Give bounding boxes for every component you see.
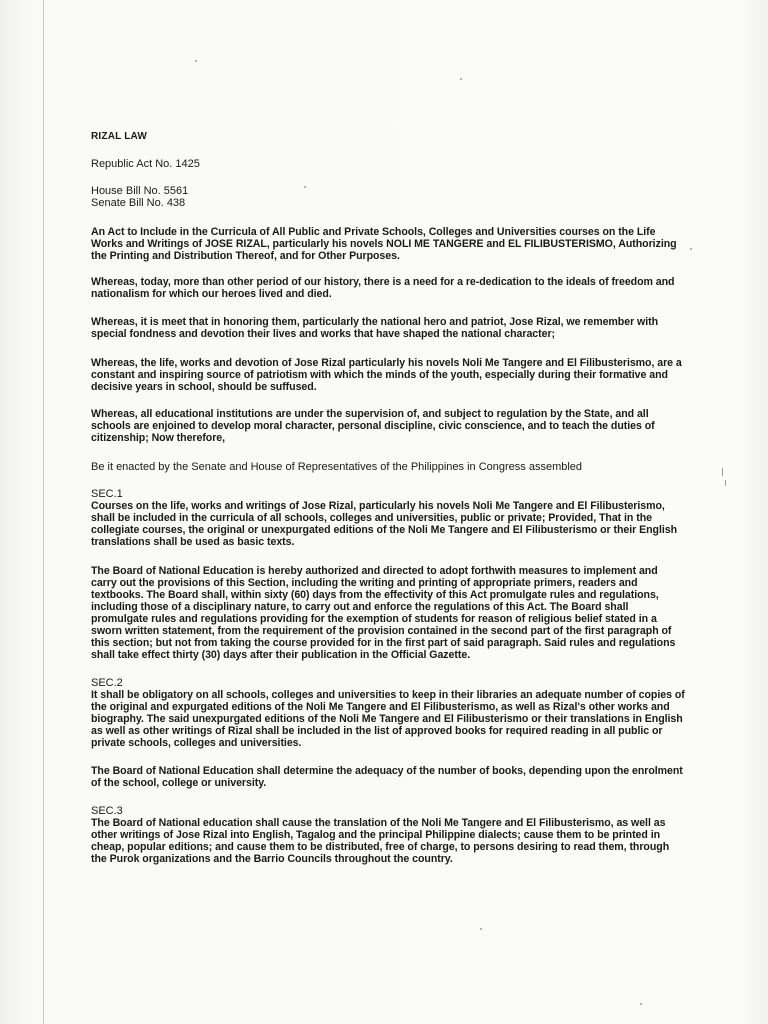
act-title: An Act to Include in the Curricula of All Public and Private Schools, Colleges and Universities courses on the Life Works and Writings of JOSE RIZAL, particularly his novels NOLI ME TANGERE and EL FILIBUSTERISMO, Authorizing the Printing and Distribution Thereof, and for Other Purposes. (91, 226, 677, 262)
section-2-paragraph-1: It shall be obligatory on all schools, colleges and universities to keep in their libraries an adequate number of copies of the original and expurgated editions of the Noli Me Tangere and El Filibusterismo, as well as Rizal's other works and biography. The said unexpurgated editions of the Noli Me Tangere and El Filibusterismo or their translations in English as well as other writings of Rizal shall be included in the list of approved books for required reading in all public or private schools, colleges and universities. (91, 689, 685, 749)
whereas-3: Whereas, the life, works and devotion of Jose Rizal particularly his novels Noli Me Tangere and El Filibusterismo, are a constant and inspiring source of patriotism with which the minds of the youth, especially during their formative and decisive years in school, should be suffused. (91, 357, 682, 393)
document-body (91, 131, 686, 865)
senate-bill-number: Senate Bill No. 438 (91, 197, 186, 209)
section-3-label: SEC.3 (91, 805, 123, 817)
section-3-paragraph-1: The Board of National education shall cause the translation of the Noli Me Tangere and El Filibusterismo, as well as other writings of Jose Rizal into English, Tagalog and the principal Philippine dialects; cause them to be printed in cheap, popular editions; and cause them to be distributed, free of charge, to persons desiring to read them, through the Purok organizations and the Barrio Councils throughout the country. (91, 817, 670, 865)
section-1-paragraph-1: Courses on the life, works and writings of Jose Rizal, particularly his novels Noli Me Tangere and El Filibusterismo, shall be included in the curricula of all schools, colleges and universities, public or private; Provided, That in the collegiate courses, the original or unexpurgated editions of the Noli Me Tangere and El Filibusterismo or their English translations shall be used as basic texts. (91, 500, 678, 548)
enacting-clause: Be it enacted by the Senate and House of Representatives of the Philippines in Congress assembled (91, 461, 583, 473)
section-2-label: SEC.2 (91, 677, 123, 689)
section-1-paragraph-2: The Board of National Education is hereby authorized and directed to adopt forthwith measures to implement and carry out the provisions of this Section, including the writing and printing of appropriate primers, readers and textbooks. The Board shall, within sixty (60) days from the effectivity of this Act promulgate rules and regulations, including those of a disciplinary nature, to carry out and enforce the regulations of this Act. The Board shall promulgate rules and regulations providing for the exemption of students for reason of religious belief stated in a sworn written statement, from the requirement of the provision contained in the second part of the first paragraph of this section; but not from taking the course provided for in the first part of said paragraph. Said rules and regulations shall take effect thirty (30) days after their publication in the Official Gazette. (91, 565, 676, 661)
whereas-2: Whereas, it is meet that in honoring them, particularly the national hero and patriot, Jose Rizal, we remember with special fondness and devotion their lives and works that have shaped the national character; (91, 316, 659, 340)
page-edge-rule (43, 0, 44, 1024)
house-bill-number: House Bill No. 5561 (91, 185, 189, 197)
republic-act-number: Republic Act No. 1425 (91, 158, 200, 170)
section-1-label: SEC.1 (91, 488, 123, 500)
section-2-paragraph-2: The Board of National Education shall determine the adequacy of the number of books, depending upon the enrolment of the school, college or university. (91, 765, 683, 789)
whereas-1: Whereas, today, more than other period of our history, there is a need for a re-dedication to the ideals of freedom and nationalism for which our heroes lived and died. (91, 276, 675, 300)
doc-title: RIZAL LAW (91, 131, 148, 142)
whereas-4: Whereas, all educational institutions are under the supervision of, and subject to regulation by the State, and all schools are enjoined to develop moral character, personal discipline, civic conscience, and to teach the duties of citizenship; Now therefore, (91, 408, 655, 444)
